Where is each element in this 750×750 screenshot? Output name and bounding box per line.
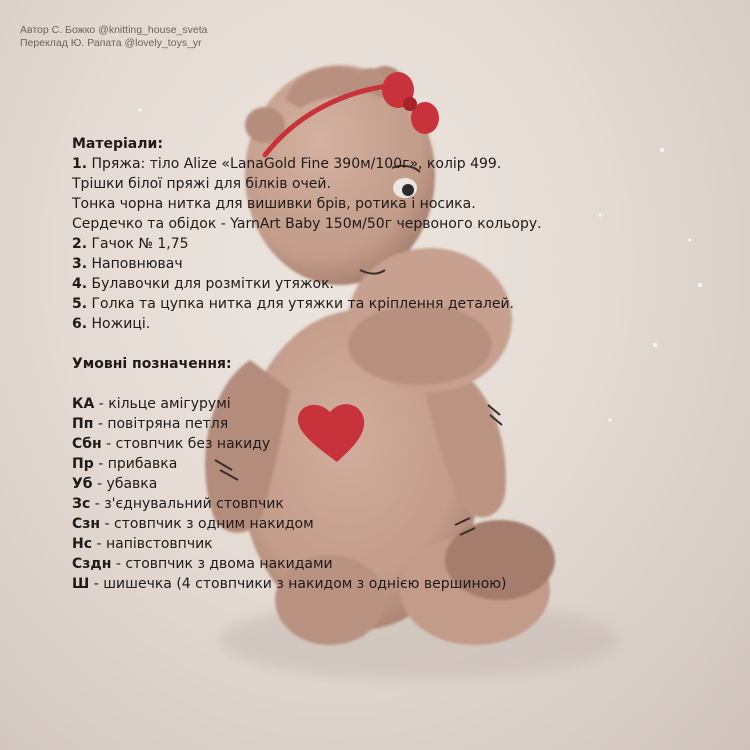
materials-item <box>72 174 732 194</box>
legend-desc: - стовпчик з одним накидом <box>100 516 314 532</box>
legend-desc: - прибавка <box>93 456 178 472</box>
materials-item <box>72 294 732 314</box>
materials-item <box>72 274 732 294</box>
legend-item <box>72 454 732 474</box>
credits <box>20 24 207 50</box>
legend-desc: - шишечка (4 стовпчики з накидом з однією вершиною) <box>89 576 507 592</box>
item-number: 3. <box>72 256 88 272</box>
item-number: 6. <box>72 316 88 332</box>
legend-item <box>72 554 732 574</box>
legend-abbr: Ш <box>72 576 90 592</box>
legend-desc: - кільце амігурумі <box>94 396 231 412</box>
translator-credit: Переклад Ю. Рапата @lovely_toys_yr <box>20 37 202 49</box>
author-credit: Автор С. Божко @knitting_house_sveta <box>20 24 208 36</box>
item-text: Наповнювач <box>87 256 183 272</box>
legend-abbr: Пп <box>72 416 94 432</box>
item-text: Булавочки для розмітки утяжок. <box>87 276 334 292</box>
legend-heading: Умовні позначення: <box>72 356 232 372</box>
pattern-text <box>72 134 732 594</box>
materials-item <box>72 194 732 214</box>
legend-item <box>72 514 732 534</box>
materials-item <box>72 234 732 254</box>
legend-desc: - напівстовпчик <box>92 536 213 552</box>
legend-item <box>72 414 732 434</box>
legend-item <box>72 474 732 494</box>
item-text: Сердечко та обідок - YarnArt Baby 150м/50г червоного кольору. <box>72 216 542 232</box>
item-text: Пряжа: тіло Alize «LanaGold Fine 390м/100г», колір 499. <box>87 156 502 172</box>
legend-item <box>72 494 732 514</box>
materials-item <box>72 314 732 334</box>
legend-abbr: Уб <box>72 476 93 492</box>
item-number: 4. <box>72 276 88 292</box>
legend-item <box>72 434 732 454</box>
item-text: Гачок № 1,75 <box>87 236 189 252</box>
item-text: Ножиці. <box>87 316 151 332</box>
legend-desc: - стовпчик з двома накидами <box>111 556 333 572</box>
legend-item <box>72 534 732 554</box>
legend-desc: - убавка <box>92 476 158 492</box>
item-number: 5. <box>72 296 88 312</box>
legend-item <box>72 574 732 594</box>
item-text: Тонка чорна нитка для вишивки брів, ротика і носика. <box>72 196 476 212</box>
legend-abbr: Нс <box>72 536 93 552</box>
item-text: Трішки білої пряжі для білків очей. <box>72 176 331 192</box>
materials-item <box>72 154 732 174</box>
legend-abbr: Сздн <box>72 556 112 572</box>
item-number: 1. <box>72 156 88 172</box>
legend-abbr: Сбн <box>72 436 102 452</box>
legend-desc: - стовпчик без накиду <box>101 436 271 452</box>
item-number: 2. <box>72 236 88 252</box>
legend-abbr: Сзн <box>72 516 101 532</box>
legend-item <box>72 394 732 414</box>
materials-heading: Матеріали: <box>72 136 163 152</box>
item-text: Голка та цупка нитка для утяжки та кріплення деталей. <box>87 296 515 312</box>
legend-abbr: Пр <box>72 456 94 472</box>
legend-abbr: Зс <box>72 496 91 512</box>
legend-abbr: КА <box>72 396 95 412</box>
legend-desc: - з'єднувальний стовпчик <box>90 496 284 512</box>
materials-item <box>72 254 732 274</box>
legend-desc: - повітряна петля <box>93 416 229 432</box>
materials-item <box>72 214 732 234</box>
